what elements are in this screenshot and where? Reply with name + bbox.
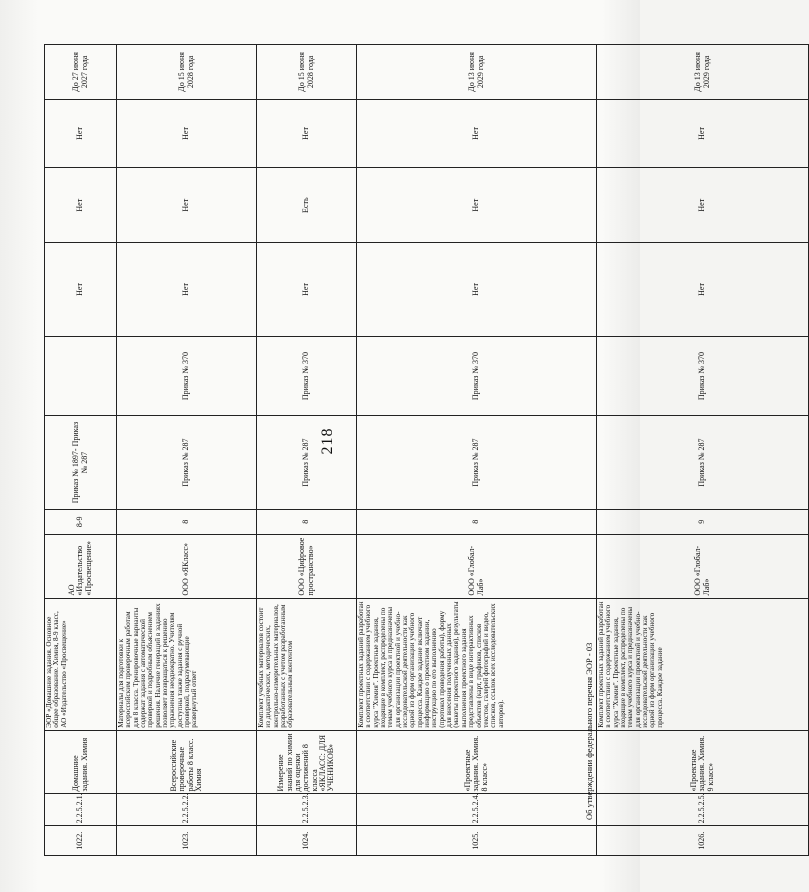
row-number: 1025. xyxy=(357,826,597,856)
row-order-1: Приказ № 287 xyxy=(117,416,257,509)
row-order-1: Приказ № 287 xyxy=(597,416,809,509)
row-order-2: Приказ № 370 xyxy=(597,336,809,416)
row-description: Материалы для подготовки к всероссийским проверочным работам для 8 класса. Тренировочные варианты содержат задания с автоматической проверкой и подробным объяснением решения. Наличие генераций в заданиях позволяет возвращаться к решению упражнения неоднократно. Учителям доступны также задания с ручной проверкой, подразумевающие развернутый ответ xyxy=(117,598,257,730)
row-flag-1: Нет xyxy=(45,243,117,336)
row-flag-3: Нет xyxy=(257,99,357,167)
row-description: Комплект проектных заданий разработан в соответствии с содержанием учебного курса "Химия". Проектные задания, входящие в комплект, распределены по темам учебного курса и предназначены для организации проектной и учебно-исследовательской деятельности как одной из форм организации учебного процесса. Каждое задание включает информацию о проектном задании, инструкцию по его выполнению (протокол проведения работы), форму для внесения полученных данных (макеты проектного задания), результаты выполнения проектного задания представлены в виде интерактивных объектов (карт, графиков, списков текстов, галерей фотографий и видео, списков, ссылок всех исследовательских авторов). xyxy=(357,598,597,730)
row-description: Комплект учебных материалов состоит из дидактических, методических, контрольно-измерительных материалов, разработанных с учетом разработанным образовательным контентом xyxy=(257,598,357,730)
row-grade: 8 xyxy=(117,509,257,534)
row-code: 2.2.5.2.1. xyxy=(45,794,117,826)
row-code: 2.2.5.2.5. xyxy=(597,794,809,826)
row-publisher: АО «Издательство «Просвещение» xyxy=(45,534,117,598)
row-date: До 27 июня 2027 года xyxy=(45,45,117,100)
row-publisher: ООО «Цифровое пространство» xyxy=(257,534,357,598)
table-row xyxy=(257,45,357,856)
row-code: 2.2.5.2.4. xyxy=(357,794,597,826)
row-flag-2: Нет xyxy=(117,168,257,243)
eor-table xyxy=(44,44,809,856)
row-order-2: Приказ № 370 xyxy=(117,336,257,416)
row-date: До 15 июня 2028 года xyxy=(117,45,257,100)
row-number: 1026. xyxy=(597,826,809,856)
row-flag-1: Нет xyxy=(117,243,257,336)
row-publisher: ООО «Глобал-Лаб» xyxy=(357,534,597,598)
row-name: Измерение знаний по химии для оценки достижений 8 класса «ЯКЛАСС: ДЛЯ УЧЕНИКОВ» xyxy=(257,730,357,794)
table-row xyxy=(117,45,257,856)
row-order-2: Приказ № 370 xyxy=(257,336,357,416)
table-row xyxy=(357,45,597,856)
row-number: 1023. xyxy=(117,826,257,856)
row-name: «Проектные задания. Химия. 8 класс» xyxy=(357,730,597,794)
row-grade: 8 xyxy=(257,509,357,534)
row-order-2: Приказ № 370 xyxy=(357,336,597,416)
row-flag-1: Нет xyxy=(597,243,809,336)
row-date: До 15 июня 2028 года xyxy=(257,45,357,100)
row-name: «Проектные задания. Химия. 9 класс» xyxy=(597,730,809,794)
row-number: 1024. xyxy=(257,826,357,856)
row-date: До 13 июня 2029 года xyxy=(357,45,597,100)
row-order-1: Приказ № 287 xyxy=(257,416,357,509)
row-name: Всероссийские проверочные работы 8 класс. Химия xyxy=(117,730,257,794)
row-flag-2: Нет xyxy=(45,168,117,243)
row-flag-3: Нет xyxy=(357,99,597,167)
row-flag-2: Нет xyxy=(357,168,597,243)
row-order-1: Приказ № 287 xyxy=(357,416,597,509)
row-order-2 xyxy=(45,336,117,416)
page-number: 218 xyxy=(319,427,336,455)
row-flag-2: Есть xyxy=(257,168,357,243)
table-row xyxy=(45,45,117,856)
row-order-1: Приказ № 1897- Приказ № 287 xyxy=(45,416,117,509)
row-date: До 13 июня 2029 года xyxy=(597,45,809,100)
row-description: Комплект проектных заданий разработан в соответствии с содержанием учебного курса "Химия". Проектные задания, входящие в комплект, распределены по темам учебного курса и предназначены для организации проектной и учебно-исследовательской деятельности как одной из форм организации учебного процесса. Каждое задание xyxy=(597,598,809,730)
table-row xyxy=(597,45,809,856)
footer-text: Об утверждении федерального перечня ЭОР - 03 xyxy=(584,642,594,820)
rotated-table-wrapper xyxy=(44,44,715,856)
row-flag-1: Нет xyxy=(257,243,357,336)
row-flag-3: Нет xyxy=(45,99,117,167)
row-grade: 8 xyxy=(357,509,597,534)
row-grade: 8-9 xyxy=(45,509,117,534)
row-code: 2.2.5.2.3. xyxy=(257,794,357,826)
row-number: 1022. xyxy=(45,826,117,856)
row-flag-1: Нет xyxy=(357,243,597,336)
row-publisher: ООО «ЯКласс» xyxy=(117,534,257,598)
row-flag-2: Нет xyxy=(597,168,809,243)
row-grade: 9 xyxy=(597,509,809,534)
row-name: Домашние задания. Химия xyxy=(45,730,117,794)
row-code: 2.2.5.2.2. xyxy=(117,794,257,826)
row-flag-3: Нет xyxy=(117,99,257,167)
row-flag-3: Нет xyxy=(597,99,809,167)
row-publisher: ООО «Глобал-Лаб» xyxy=(597,534,809,598)
row-description: ЭОР «Домашние задания. Основное общее образование. Химия, 8-9 класс, АО «Издательство «Просвещение» xyxy=(45,598,117,730)
